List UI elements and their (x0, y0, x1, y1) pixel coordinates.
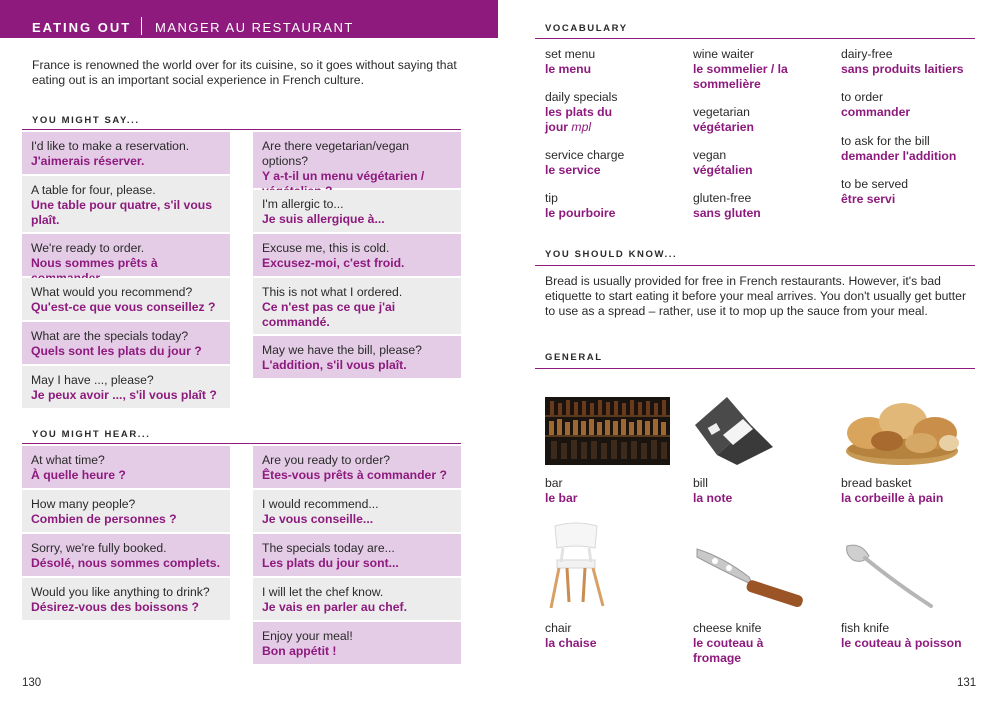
caption-fr: le couteau à fromage (693, 636, 764, 665)
phrase-card (22, 578, 230, 620)
phrase-card (253, 234, 461, 276)
cheese-knife-icon (693, 543, 811, 613)
phrase-card (22, 534, 230, 576)
you-should-know-rule (535, 265, 975, 266)
phrase-en: I'm allergic to... (262, 197, 344, 211)
phrase-card (253, 278, 461, 334)
phrase-card (253, 490, 461, 532)
phrase-en: What would you recommend? (31, 285, 193, 299)
phrase-en: How many people? (31, 497, 136, 511)
intro-text: France is renowned the world over for its cuisine, so it goes without saying that eating out is an important social experience in French culture. (32, 58, 457, 87)
phrase-fr: Je vais en parler au chef. (262, 600, 407, 614)
phrase-en: Are there vegetarian/vegan options? (262, 139, 410, 168)
phrase-en: What are the specials today? (31, 329, 189, 343)
vocab-en: to be served (841, 177, 909, 191)
vocab-en: to order (841, 90, 884, 104)
you-might-say-rule (22, 129, 461, 130)
vocab-en: daily specials (545, 90, 618, 104)
general-heading: GENERAL (545, 352, 603, 363)
phrase-en: I will let the chef know. (262, 585, 384, 599)
vocab-fr: le menu (545, 62, 592, 76)
caption-en: bar (545, 476, 563, 490)
vocab-en: service charge (545, 148, 625, 162)
general-caption-chair (545, 621, 687, 651)
vocab-fr: le sommelier / la sommelière (693, 62, 788, 91)
vocab-entry (693, 148, 835, 178)
caption-en: chair (545, 621, 572, 635)
phrase-en: Excuse me, this is cold. (262, 241, 390, 255)
caption-fr: la chaise (545, 636, 597, 650)
phrase-fr: Êtes-vous prêts à commander ? (262, 468, 447, 482)
vocab-en: vegan (693, 148, 727, 162)
vocab-fr: demander l'addition (841, 149, 957, 163)
vocab-fr: commander (841, 105, 911, 119)
caption-fr: le couteau à poisson (841, 636, 962, 650)
vocab-en: to ask for the bill (841, 134, 930, 148)
vocab-entry (841, 134, 983, 164)
vocab-entry (545, 148, 687, 178)
fish-knife-icon (841, 540, 935, 612)
you-might-hear-rule (22, 443, 461, 444)
vocab-fr: sans produits laitiers (841, 62, 964, 76)
vocab-entry (693, 47, 803, 92)
general-caption-fish-knife (841, 621, 983, 651)
phrase-fr: Désirez-vous des boissons ? (31, 600, 199, 614)
phrase-en: A table for four, please. (31, 183, 156, 197)
phrase-fr: Je suis allergique à... (262, 212, 385, 226)
general-caption-bar (545, 476, 687, 506)
phrase-fr: Combien de personnes ? (31, 512, 177, 526)
phrase-fr: Quels sont les plats du jour ? (31, 344, 202, 358)
phrase-card (22, 278, 230, 320)
phrase-card (22, 132, 230, 174)
phrase-en: I'd like to make a reservation. (31, 139, 190, 153)
phrase-en: We're ready to order. (31, 241, 145, 255)
phrase-fr: Ce n'est pas ce que j'ai commandé. (262, 300, 396, 329)
you-might-say-heading: YOU MIGHT SAY... (32, 115, 140, 126)
bread-basket-icon (841, 393, 963, 469)
general-rule (535, 368, 975, 369)
chair-icon (545, 520, 607, 610)
phrase-en: Enjoy your meal! (262, 629, 353, 643)
phrase-card (22, 490, 230, 532)
phrase-en: Are you ready to order? (262, 453, 391, 467)
phrase-en: I would recommend... (262, 497, 379, 511)
page-title-en: EATING OUT (32, 20, 132, 35)
vocab-en: gluten-free (693, 191, 752, 205)
phrase-card (253, 190, 461, 232)
phrase-fr: Une table pour quatre, s'il vous plaît. (31, 198, 213, 227)
vocab-entry (545, 191, 687, 221)
bar-icon (545, 397, 670, 465)
caption-fr: la note (693, 491, 733, 505)
phrase-card (22, 234, 230, 276)
phrase-en: At what time? (31, 453, 105, 467)
phrase-card (253, 622, 461, 664)
gender-note: mpl (571, 120, 592, 134)
caption-en: fish knife (841, 621, 890, 635)
you-should-know-text: Bread is usually provided for free in French restaurants. However, it's bad etiquette to start eating it before your meal arrives. You don't usually get butter to use as a spread – rather, use it to mop up the sauce from your meal. (545, 274, 967, 318)
phrase-fr: L'addition, s'il vous plaît. (262, 358, 407, 372)
vocab-entry (841, 47, 981, 77)
caption-en: bill (693, 476, 708, 490)
phrase-fr: Excusez-moi, c'est froid. (262, 256, 405, 270)
general-caption-cheese-knife (693, 621, 783, 666)
vocab-entry (545, 90, 635, 135)
page-number-right: 131 (957, 677, 977, 689)
caption-fr: la corbeille à pain (841, 491, 944, 505)
general-caption-bill (693, 476, 835, 506)
vocab-fr: végétalien (693, 163, 753, 177)
vocab-entry (693, 191, 835, 221)
phrase-en: The specials today are... (262, 541, 395, 555)
caption-en: cheese knife (693, 621, 762, 635)
phrase-en: May I have ..., please? (31, 373, 154, 387)
page-title-fr: MANGER AU RESTAURANT (155, 20, 354, 35)
title-divider (141, 17, 142, 35)
vocab-entry (693, 105, 835, 135)
vocab-fr: les plats du jour (545, 105, 613, 134)
vocab-fr: être servi (841, 192, 896, 206)
vocab-fr: sans gluten (693, 206, 761, 220)
bill-folder-icon (693, 395, 775, 467)
vocabulary-rule (535, 38, 975, 39)
page-number-left: 130 (22, 677, 42, 689)
phrase-fr: Nous sommes prêts à (31, 256, 158, 270)
caption-fr: le bar (545, 491, 578, 505)
phrase-fr: Y a-t-il un menu végétarien / (262, 169, 425, 183)
vocab-fr: le service (545, 163, 601, 177)
phrase-fr: Bon appétit ! (262, 644, 337, 658)
phrase-en: Would you like anything to drink? (31, 585, 210, 599)
caption-en: bread basket (841, 476, 912, 490)
vocab-en: set menu (545, 47, 596, 61)
general-caption-bread-basket (841, 476, 983, 506)
phrase-card (253, 132, 461, 188)
phrase-card (253, 336, 461, 378)
vocab-en: vegetarian (693, 105, 750, 119)
phrase-en: May we have the bill, please? (262, 343, 422, 357)
phrase-en: This is not what I ordered. (262, 285, 403, 299)
vocab-entry (841, 177, 983, 207)
phrase-fr: À quelle heure ? (31, 468, 126, 482)
phrase-card (253, 446, 461, 488)
phrase-fr: Je peux avoir ..., s'il vous plaît ? (31, 388, 217, 402)
phrase-fr: Je vous conseille... (262, 512, 374, 526)
phrase-fr: J'aimerais réserver. (31, 154, 145, 168)
vocab-en: dairy-free (841, 47, 893, 61)
phrase-card (22, 446, 230, 488)
you-should-know-heading: YOU SHOULD KNOW... (545, 249, 678, 260)
vocab-entry (841, 90, 983, 120)
phrase-card (22, 366, 230, 408)
phrase-card (22, 176, 230, 232)
phrase-fr: Qu'est-ce que vous conseillez ? (31, 300, 216, 314)
vocab-entry (545, 47, 687, 77)
you-might-hear-heading: YOU MIGHT HEAR... (32, 429, 151, 440)
vocab-fr: végétarien (693, 120, 754, 134)
phrase-en: Sorry, we're fully booked. (31, 541, 167, 555)
phrase-card (253, 534, 461, 576)
phrase-card (22, 322, 230, 364)
vocabulary-heading: VOCABULARY (545, 23, 628, 34)
vocab-en: tip (545, 191, 558, 205)
vocab-en: wine waiter (693, 47, 754, 61)
phrase-fr: Désolé, nous sommes complets. (31, 556, 220, 570)
vocab-fr: le pourboire (545, 206, 616, 220)
phrase-card (253, 578, 461, 620)
phrase-fr: Les plats du jour sont... (262, 556, 399, 570)
